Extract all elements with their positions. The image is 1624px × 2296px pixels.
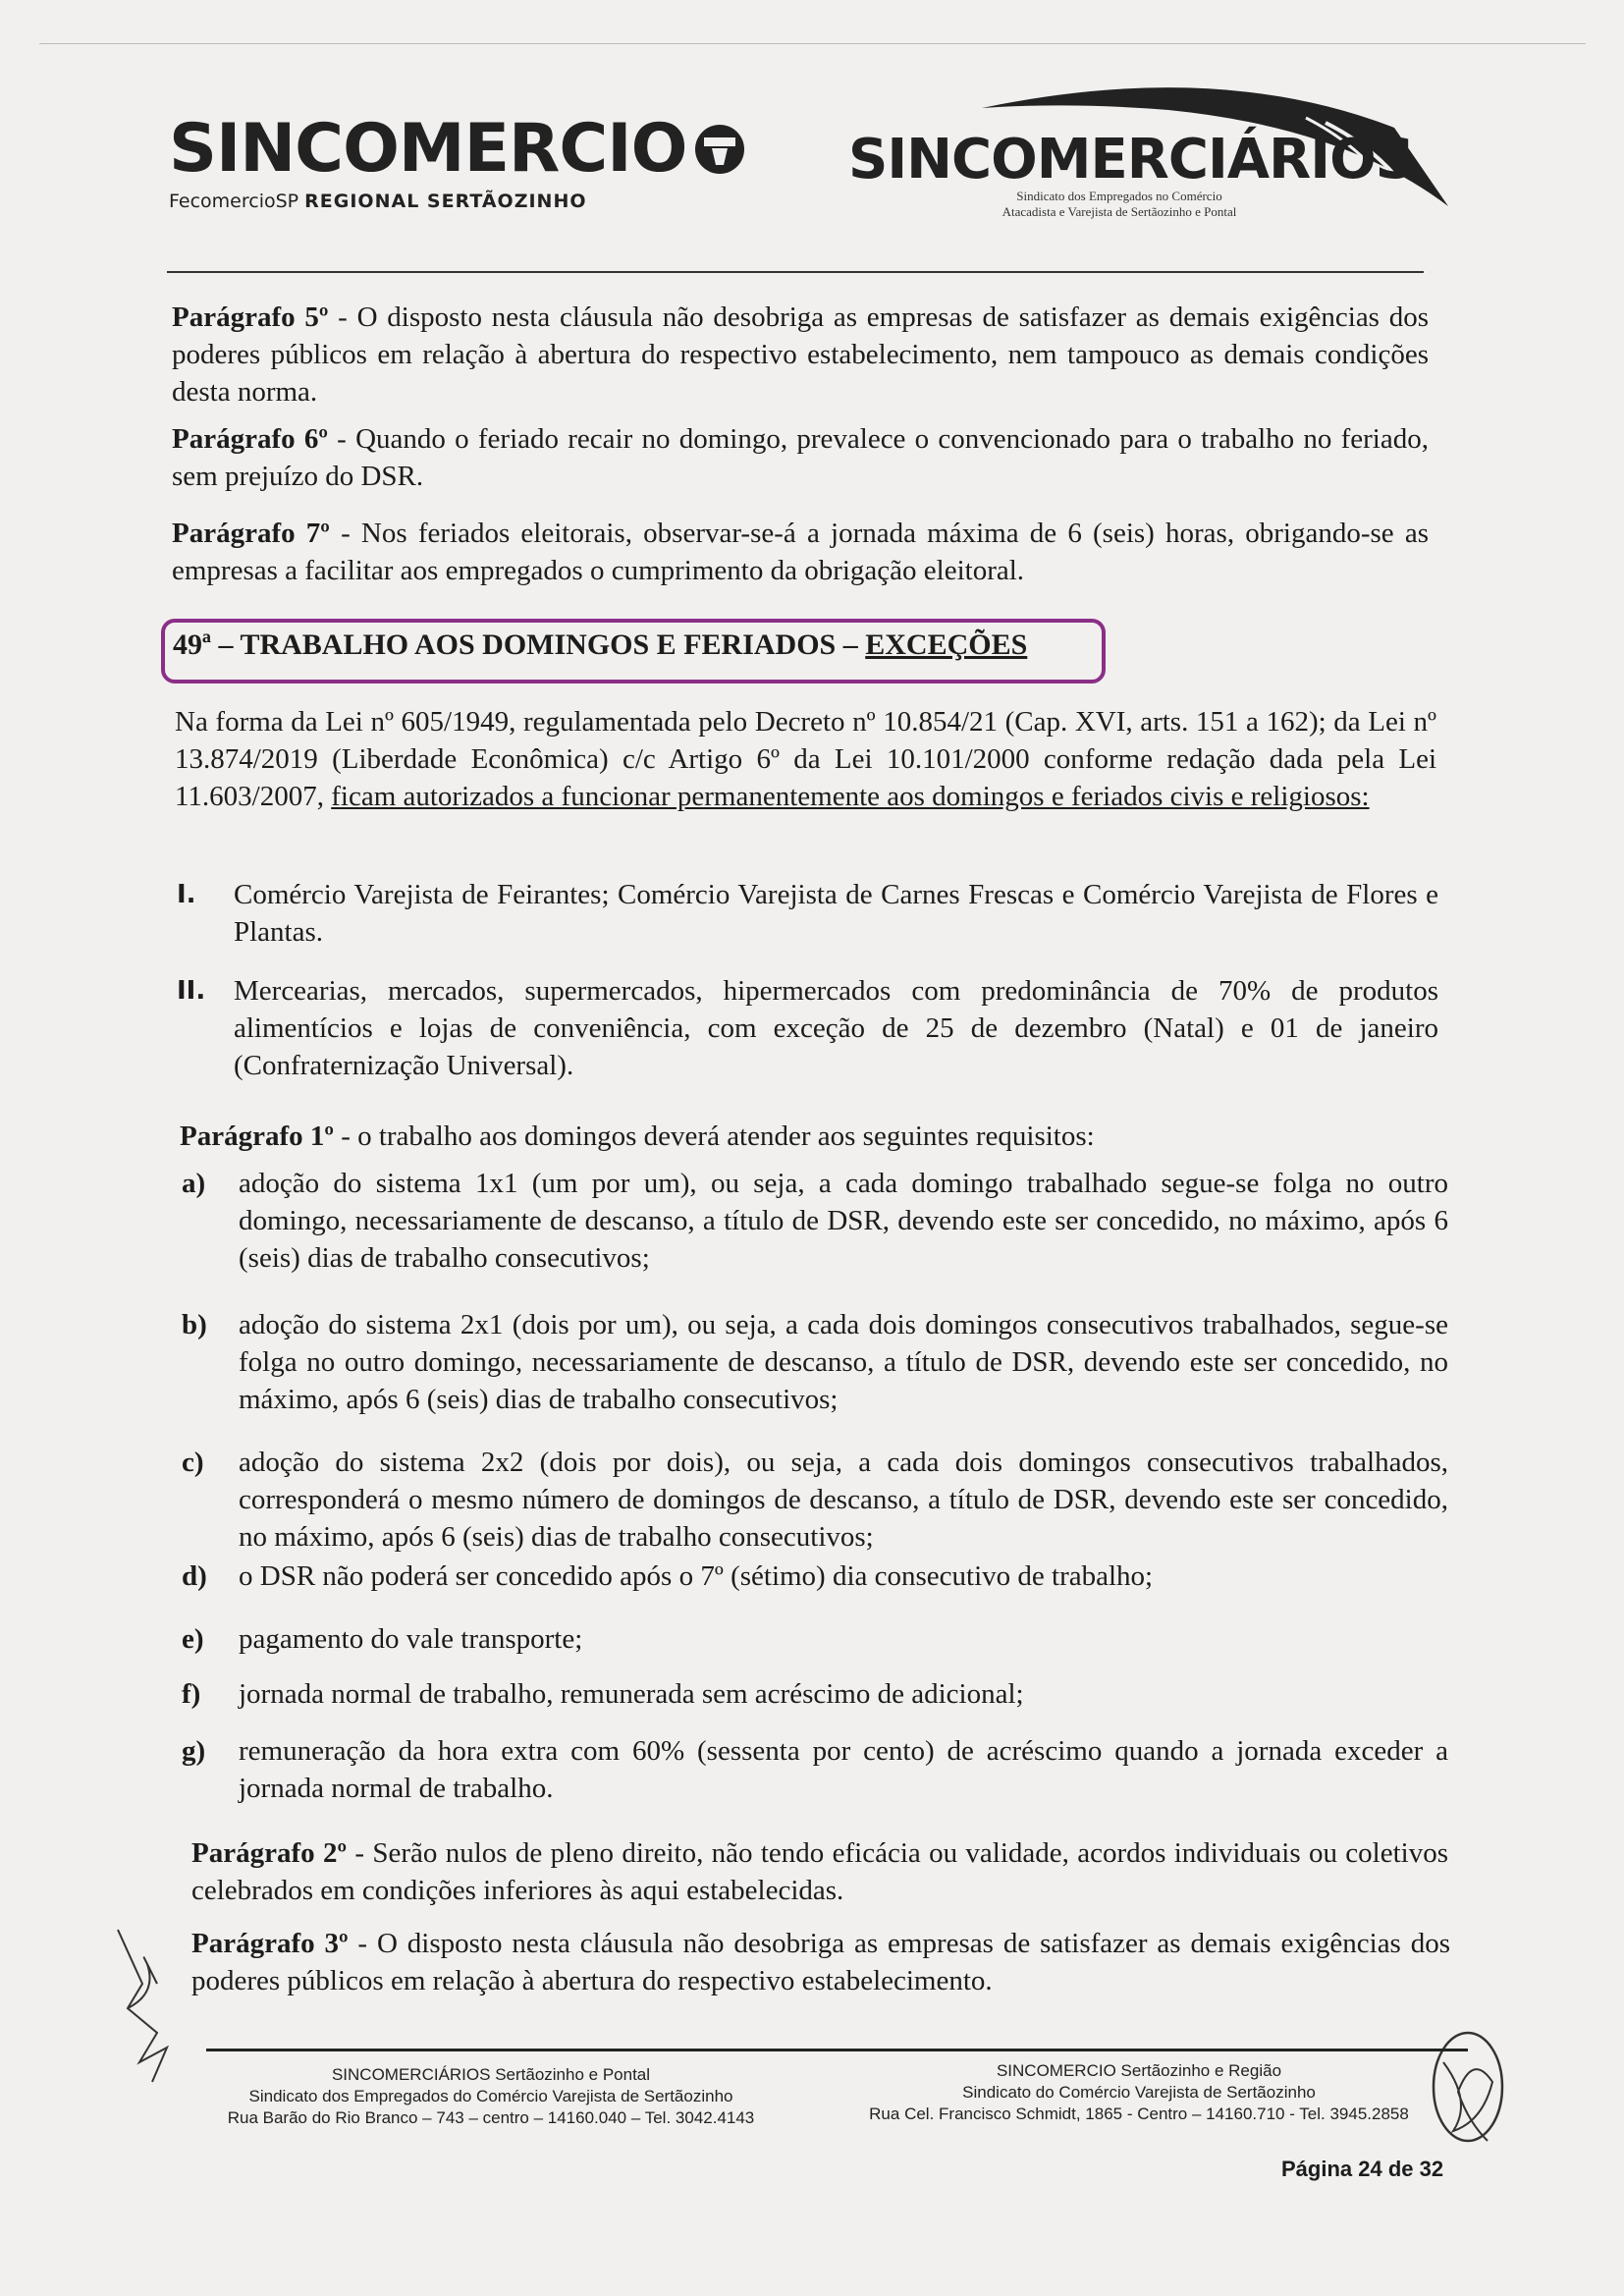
list-item: b) adoção do sistema 2x1 (dois por um), ou seja, a cada dois domingos consecutivos trabalhados, segue-se folga no outro domingo, necessariamente de descanso, a título de DSR, devendo este ser concedido, no máximo, após 6 (seis) dias de trabalho consecutivos; bbox=[182, 1309, 1448, 1415]
left-brand-name: SINCOMERCIO bbox=[169, 110, 687, 188]
list-item: d) o DSR não poderá ser concedido após o 7º (sétimo) dia consecutivo de trabalho; bbox=[182, 1560, 1154, 1592]
list-item: c) adoção do sistema 2x2 (dois por dois), ou seja, a cada dois domingos consecutivos trabalhados, corresponderá o mesmo número de domingos de descanso, a título de DSR, devendo este ser concedido, no máximo, após 6 (seis) dias de trabalho consecutivos; bbox=[182, 1447, 1448, 1553]
list-item: f) jornada normal de trabalho, remunerada sem acréscimo de adicional; bbox=[182, 1678, 1024, 1710]
page-number: Página 24 de 32 bbox=[1281, 2157, 1444, 2181]
right-brand-tagline-1: Sindicato dos Empregados no Comércio bbox=[1016, 189, 1222, 203]
footer-right-address: SINCOMERCIO Sertãozinho e Região Sindicato do Comércio Varejista de Sertãozinho Rua Cel. Francisco Schmidt, 1865 - Centro – 14160.710 - Tel. 3945.2858 bbox=[869, 2061, 1409, 2123]
sincomercio-emblem-icon bbox=[692, 122, 747, 177]
paragraph-7: Parágrafo 7º - Nos feriados eleitorais, observar-se-á a jornada máxima de 6 (seis) horas, obrigando-se as empresas a facilitar aos empregados o cumprimento da obrigação eleitoral. bbox=[172, 518, 1430, 586]
footer-divider bbox=[206, 2049, 1468, 2051]
paragraph-1: Parágrafo 1º - o trabalho aos domingos deverá atender aos seguintes requisitos: bbox=[180, 1121, 1095, 1152]
header-divider bbox=[167, 271, 1424, 273]
footer-left-address: SINCOMERCIÁRIOS Sertãozinho e Pontal Sindicato dos Empregados do Comércio Varejista de Sertãozinho Rua Barão do Rio Branco – 743 – centro – 14160.040 – Tel. 3042.4143 bbox=[227, 2065, 755, 2127]
clause-intro: Na forma da Lei nº 605/1949, regulamentada pelo Decreto nº 10.854/21 (Cap. XVI, arts. 151 a 162); da Lei nº 13.874/2019 (Liberdade Econômica) c/c Artigo 6º da Lei 10.101/2000 conforme redação dada pela Lei 11.603/2007, ficam autorizados a funcionar permanentemente aos domingos e feriados civis e religiosos: bbox=[175, 706, 1436, 812]
list-item: II. Mercearias, mercados, supermercados, hipermercados com predominância de 70% de produtos alimentícios e lojas de conveniência, com exceção de 25 de dezembro (Natal) e 01 de janeiro (Confraternização Universal). bbox=[177, 975, 1438, 1081]
left-brand-subtitle: FecomercioSP REGIONAL SERTÃOZINHO bbox=[169, 191, 587, 212]
list-item: I. Comércio Varejista de Feirantes; Comércio Varejista de Carnes Frescas e Comércio Varejista de Flores e Plantas. bbox=[177, 879, 1438, 948]
paragraph-2: Parágrafo 2º - Serão nulos de pleno direito, não tendo eficácia ou validade, acordos individuais ou coletivos celebrados em condições inferiores às aqui estabelecidas. bbox=[191, 1837, 1449, 1906]
list-item: g) remuneração da hora extra com 60% (sessenta por cento) de acréscimo quando a jornada exceder a jornada normal de trabalho. bbox=[182, 1735, 1448, 1804]
top-scan-line bbox=[39, 43, 1586, 44]
sincomerciarios-logo bbox=[844, 69, 1453, 226]
list-item: e) pagamento do vale transporte; bbox=[182, 1623, 583, 1655]
paragraph-5: Parágrafo 5º - O disposto nesta cláusula não desobriga as empresas de satisfazer as demais exigências dos poderes públicos em relação à abertura do respectivo estabelecimento, nem tampouco as demais condições desta norma. bbox=[172, 301, 1430, 408]
paragraph-3: Parágrafo 3º - O disposto nesta cláusula não desobriga as empresas de satisfazer as demais exigências dos poderes públicos em relação à abertura do respectivo estabelecimento. bbox=[191, 1928, 1451, 1996]
clause-heading: 49ª – TRABALHO AOS DOMINGOS E FERIADOS – EXCEÇÕES bbox=[173, 629, 1028, 661]
right-brand-tagline-2: Atacadista e Varejista de Sertãozinho e Pontal bbox=[1001, 204, 1237, 219]
list-item: a) adoção do sistema 1x1 (um por um), ou seja, a cada domingo trabalhado segue-se folga no outro domingo, necessariamente de descanso, a título de DSR, devendo este ser concedido, no máximo, após 6 (seis) dias de trabalho consecutivos; bbox=[182, 1168, 1448, 1274]
right-brand-name: SINCOMERCIÁRIOS bbox=[848, 128, 1415, 191]
paragraph-6: Parágrafo 6º - Quando o feriado recair no domingo, prevalece o convencionado para o trabalho no feriado, sem prejuízo do DSR. bbox=[172, 423, 1429, 492]
signature-left-icon bbox=[98, 1925, 206, 2092]
sincomercio-logo bbox=[169, 110, 747, 212]
